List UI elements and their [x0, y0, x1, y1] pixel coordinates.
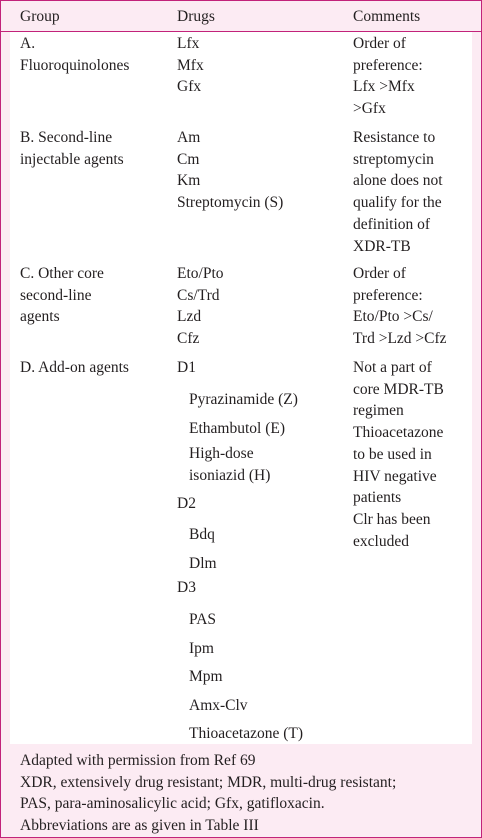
subgroup-d1-items	[189, 386, 298, 443]
drug-item: Mpm	[189, 668, 223, 686]
comment-line: definition of	[353, 215, 431, 233]
row-d-group-line: D. Add-on agents	[20, 359, 129, 376]
comment-line: regimen	[353, 402, 404, 420]
subgroup-d3-label: D3	[177, 579, 196, 596]
comment-line: excluded	[353, 532, 409, 550]
drug-item: High-dose	[189, 445, 254, 462]
row-d-group	[20, 357, 129, 379]
comment-line: patients	[353, 489, 402, 507]
comment-line: XDR-TB	[353, 237, 411, 255]
row-b-group-line: B. Second-line	[20, 129, 113, 146]
subgroup-d1-items-cont	[189, 443, 270, 486]
row-a-group-line: A.	[20, 35, 36, 52]
comment-line: core MDR-TB	[353, 380, 444, 398]
row-c-drugs	[177, 263, 224, 350]
comment-line: to be used in	[353, 445, 432, 463]
drug-item: Km	[177, 172, 201, 190]
drug-item: Amx-Clv	[189, 696, 248, 714]
row-a-drugs	[177, 33, 204, 98]
footnote-line: XDR, extensively drug resistant; MDR, multi-drug resistant;	[20, 773, 397, 791]
row-c-group-line: agents	[20, 308, 60, 326]
comment-line: Eto/Pto >Cs/	[353, 308, 433, 326]
comment-line: Clr has been	[353, 510, 431, 528]
row-a-group	[20, 33, 129, 76]
drug-item: Pyrazinamide (Z)	[189, 391, 298, 408]
row-a-group-line: Fluoroquinolones	[20, 56, 130, 74]
drug-item: Bdq	[189, 526, 215, 543]
comment-line: alone does not	[353, 172, 443, 190]
drug-item: Eto/Pto	[177, 265, 224, 282]
table-header	[1, 1, 481, 32]
comment-line: Trd >Lzd >Cfz	[353, 330, 447, 348]
row-c-group-line: C. Other core	[20, 265, 104, 282]
comment-line: Lfx >Mfx	[353, 78, 415, 96]
subgroup-d2-items	[189, 521, 217, 578]
subgroup-d1-label: D1	[177, 359, 196, 376]
drug-item: isoniazid (H)	[189, 466, 271, 484]
row-c-group	[20, 263, 104, 328]
drug-item: Ethambutol (E)	[189, 419, 285, 437]
comment-line: preference:	[353, 56, 423, 74]
comment-line: >Gfx	[353, 100, 386, 118]
row-b-comments	[353, 127, 443, 257]
row-c-comments	[353, 263, 447, 350]
row-b-group	[20, 127, 124, 170]
comment-line: Not a part of	[353, 359, 432, 376]
comment-line: preference:	[353, 286, 423, 304]
comment-line: Order of	[353, 265, 406, 282]
subgroup-d2-label: D2	[177, 495, 196, 512]
drug-item: Thioacetazone (T)	[189, 725, 304, 743]
drug-item: Lfx	[177, 35, 200, 52]
comment-line: HIV negative	[353, 467, 437, 485]
drug-item: Am	[177, 129, 201, 146]
drug-item: Lzd	[177, 308, 202, 326]
header-comments: Comments	[353, 8, 421, 25]
drug-item: Cm	[177, 150, 200, 168]
drug-item: Ipm	[189, 639, 214, 657]
row-b-group-line: injectable agents	[20, 150, 124, 168]
comment-line: Thioacetazone	[353, 424, 444, 442]
header-drugs: Drugs	[177, 8, 215, 25]
row-d-comments	[353, 357, 444, 552]
comment-line: streptomycin	[353, 150, 434, 168]
table-footnotes	[20, 750, 475, 836]
comment-line: qualify for the	[353, 194, 442, 212]
drug-item: Cfz	[177, 330, 200, 348]
footnote-line: Abbreviations are as given in Table III	[20, 816, 259, 834]
drug-item: Cs/Trd	[177, 286, 220, 304]
drug-item: PAS	[189, 611, 217, 628]
drug-item: Gfx	[177, 78, 202, 96]
comment-line: Resistance to	[353, 129, 436, 146]
footnote-line: Adapted with permission from Ref 69	[20, 752, 256, 769]
drug-item: Dlm	[189, 554, 217, 572]
footnote-line: PAS, para-aminosalicylic acid; Gfx, gatifloxacin.	[20, 795, 325, 812]
subgroup-d3-items	[189, 606, 303, 749]
row-a-comments	[353, 33, 423, 120]
drug-item: Mfx	[177, 56, 204, 74]
header-group: Group	[20, 8, 60, 25]
comment-line: Order of	[353, 35, 406, 52]
drug-item: Streptomycin (S)	[177, 194, 284, 212]
row-b-drugs	[177, 127, 283, 214]
row-c-group-line: second-line	[20, 286, 92, 304]
